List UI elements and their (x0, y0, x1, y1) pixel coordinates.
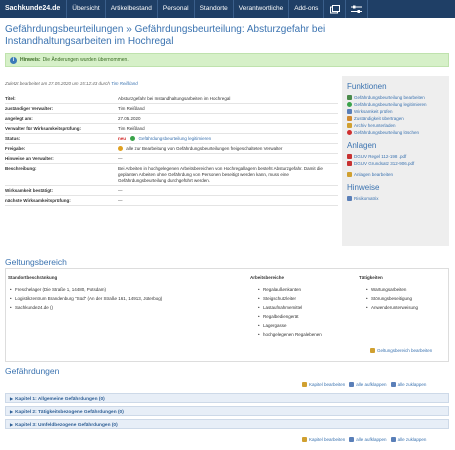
success-hint (5, 53, 449, 67)
list-item: • Lagergasse (258, 321, 322, 330)
page-title (5, 24, 345, 48)
last-edited-text: Zuletzt bearbeitet am 27.05.2020 um 15:12:43 durch (5, 81, 110, 86)
detail-value: — (118, 155, 123, 161)
chapter-row[interactable] (5, 419, 449, 429)
list-item: • Lastaufnahmemittel (258, 303, 322, 312)
attachments-edit-label: Anlagen bearbeiten (354, 172, 394, 177)
settings-icon[interactable] (346, 0, 368, 18)
detail-value: — (118, 197, 123, 203)
attachment-link[interactable] (347, 153, 444, 160)
sidebar-item-label: Archiv herunterladen (354, 123, 396, 128)
chapter-edit-link[interactable]: Kapitel bearbeiten (309, 437, 346, 442)
check-icon (347, 102, 352, 107)
list-item: • Freschelager (Die Straße 1, 14480, Potsdam) (10, 285, 162, 294)
user-transfer-icon (347, 116, 352, 121)
detail-value-link[interactable]: Tim Reißland (118, 105, 145, 111)
sidebar-item-label: Gefährdungsbeurteilung legitimieren (354, 102, 427, 107)
pdf-icon (347, 154, 352, 159)
detail-row-bestaetigt (5, 186, 338, 196)
attachment-link[interactable] (347, 160, 444, 167)
scope-edit-link[interactable] (370, 348, 432, 353)
expand-icon (349, 437, 354, 442)
edit-icon (347, 95, 352, 100)
sidebar-item-label: Gefährdungsbeurteilung bearbeiten (354, 95, 425, 100)
matrix-icon (347, 196, 352, 201)
hazards-toolbar (302, 382, 426, 387)
chapter-label: Kapitel 3: Umfeldbezogene Gefährdungen (0) (15, 423, 118, 428)
list-item: • Regalaußenkanten (258, 285, 322, 294)
brand-logo[interactable]: Sachkunde24.de (0, 0, 67, 18)
detail-row-freigabe (5, 144, 338, 154)
scope-col-header: Arbeitsbereiche (250, 275, 285, 280)
nav-item-standorte[interactable]: Standorte (195, 0, 234, 18)
chapter-edit-link[interactable]: Kapitel bearbeiten (309, 382, 346, 387)
detail-label: angelegt am: (5, 115, 33, 121)
scope-list-areas (258, 285, 322, 339)
sidebar-heading-anlagen: Anlagen (347, 141, 377, 150)
detail-value: Tim Reißland (118, 125, 145, 131)
collapse-all-link[interactable]: alle zuklappen (397, 382, 427, 387)
hazards-toolbar-bottom (302, 437, 426, 442)
detail-label: Freigabe: (5, 145, 26, 151)
details-table (5, 94, 338, 206)
attachment-label: DGUV Regel 112-198 .pdf (354, 154, 407, 159)
nav-item-verantwortliche[interactable]: Verantwortliche (234, 0, 289, 18)
expand-icon (349, 382, 354, 387)
caret-right-icon: ▶ (10, 422, 14, 427)
detail-label: Hinweise an Verwalter: (5, 155, 54, 161)
edit-icon (302, 382, 307, 387)
last-edited-user-link[interactable]: Tim Reißland (111, 81, 138, 86)
nav-item-artikelbestand[interactable]: Artikelbestand (106, 0, 158, 18)
delete-icon (347, 130, 352, 135)
collapse-icon (391, 382, 396, 387)
scope-col-header: Standortbeschränkung (8, 275, 58, 280)
list-item: • hochgelegenen Regalebenen (258, 330, 322, 339)
caret-right-icon: ▶ (10, 409, 14, 414)
detail-label: Wirksamkeit bestätigt: (5, 187, 53, 193)
expand-all-link[interactable]: alle aufklappen (356, 437, 387, 442)
detail-value (118, 134, 338, 143)
sidebar-item-bearbeiten[interactable] (347, 94, 444, 101)
last-edited-info (5, 81, 138, 86)
scope-list-activities (366, 285, 418, 312)
list-item: • Wartungsarbeiten (366, 285, 418, 294)
detail-row-titel (5, 94, 338, 104)
clipboard-icon (347, 109, 352, 114)
sidebar-item-zustaendigkeit[interactable] (347, 115, 444, 122)
detail-row-status (5, 134, 338, 144)
detail-row-naechste (5, 196, 338, 206)
top-navigation (0, 0, 455, 18)
scope-edit-label: Geltungsbereich bearbeiten (377, 348, 433, 353)
chapter-row[interactable] (5, 406, 449, 416)
scope-list-locations (10, 285, 162, 312)
detail-label: Verwalter für Wirksamkeitsprüfung: (5, 125, 81, 131)
edit-icon (302, 437, 307, 442)
risk-matrix-link[interactable] (347, 195, 444, 202)
edit-icon (370, 348, 375, 353)
detail-value: Absturzgefahr bei Instandhaltungsarbeiten im Hochregal (118, 95, 231, 101)
detail-label: zuständiger Verwalter: (5, 105, 54, 111)
detail-value: — (118, 187, 123, 193)
detail-row-zustaendig (5, 104, 338, 114)
sidebar-item-loeschen[interactable] (347, 129, 444, 136)
hint-text: Die Änderungen wurden übernommen. (42, 57, 129, 63)
sidebar-item-archiv[interactable] (347, 122, 444, 129)
sidebar-heading-hinweise: Hinweise (347, 183, 380, 192)
attachment-label: DGUV Grundsatz 312-906.pdf (354, 161, 415, 166)
detail-row-angelegt (5, 114, 338, 124)
hazards-title: Gefährdungen (5, 366, 60, 376)
caret-right-icon: ▶ (10, 396, 14, 401)
risk-matrix-label: Risikomatrix (354, 196, 379, 201)
info-icon: i (10, 57, 17, 64)
chapter-list (5, 393, 449, 432)
detail-row-hinweise (5, 154, 338, 164)
hint-label: Hinweis: (20, 57, 41, 63)
status-badge: neu (118, 135, 127, 141)
freigabe-text: alle zur Bearbeitung von Gefährdungsbeurteilungen freigeschalteten Verwalter (126, 145, 283, 151)
detail-row-beschreibung (5, 164, 338, 186)
list-item: • Logistikzentrum Brandenburg "Süd" (An der Straße 161, 14913, Jüterbog) (10, 294, 162, 303)
chapter-label: Kapitel 2: Tätigkeitsbezogene Gefährdungen (0) (15, 410, 124, 415)
sidebar-item-wirksamkeit[interactable] (347, 108, 444, 115)
attachments-edit-link[interactable] (347, 171, 444, 178)
sidebar-heading-funktionen: Funktionen (347, 82, 387, 91)
chapter-label: Kapitel 1: Allgemeine Gefährdungen (0) (15, 397, 105, 402)
breadcrumb-separator: » (126, 24, 132, 35)
detail-label: Beschreibung: (5, 165, 37, 171)
detail-value: 27.05.2020 (118, 115, 141, 121)
expand-all-link[interactable]: alle aufklappen (356, 382, 387, 387)
check-icon (130, 136, 135, 141)
collapse-icon (391, 437, 396, 442)
list-item: • Störungsbeseitigung (366, 294, 418, 303)
collapse-all-link[interactable]: alle zuklappen (397, 437, 427, 442)
nav-item-addons[interactable]: Add-ons (289, 0, 324, 18)
pdf-icon (347, 161, 352, 166)
breadcrumb-current: Gefährdungsbeurteilung: Absturzgefahr bei Instandhaltungsarbeiten im Hochregal (5, 24, 326, 47)
sidebar (342, 76, 449, 246)
sidebar-item-legitimieren[interactable] (347, 101, 444, 108)
detail-label: Status: (5, 135, 21, 141)
detail-value (118, 144, 338, 153)
nav-item-uebersicht[interactable]: Übersicht (67, 0, 105, 18)
status-link[interactable]: Gefährdungsbeurteilung legitimieren (138, 135, 212, 141)
detail-row-pruefung (5, 124, 338, 134)
list-item: • Steigschutzleiter (258, 294, 322, 303)
scope-title: Geltungsbereich (5, 257, 67, 267)
chapter-row[interactable] (5, 393, 449, 403)
breadcrumb-parent[interactable]: Gefährdungsbeurteilungen (5, 24, 124, 35)
detail-label: Titel: (5, 95, 16, 101)
detail-value: Bei Arbeiten in hochgelegenen Arbeitsbereichen von Hochregallagern besteht Absturzgefahr. Damit die geplanten Arbeiten ohne Gefährdung von Personen beseitigt werden kann, muss eine Gefährdungsbeurteilung durchgeführt werden. (118, 165, 323, 183)
messages-icon[interactable] (324, 0, 346, 18)
paperclip-icon (347, 172, 352, 177)
list-item: • Anwenderunterweisung (366, 303, 418, 312)
list-item: • Sachkunde24.de () (10, 303, 162, 312)
sidebar-item-label: Gefährdungsbeurteilung löschen (354, 130, 420, 135)
detail-label: nächste Wirksamkeitsprüfung: (5, 197, 71, 203)
archive-icon (347, 123, 352, 128)
sidebar-item-label: Zuständigkeit übertragen (354, 116, 404, 121)
nav-item-personal[interactable]: Personal (158, 0, 195, 18)
sidebar-item-label: Wirksamkeit prüfen (354, 109, 393, 114)
group-icon (118, 146, 123, 151)
list-item: • Regalbediengerät (258, 312, 322, 321)
scope-col-header: Tätigkeiten (359, 275, 383, 280)
